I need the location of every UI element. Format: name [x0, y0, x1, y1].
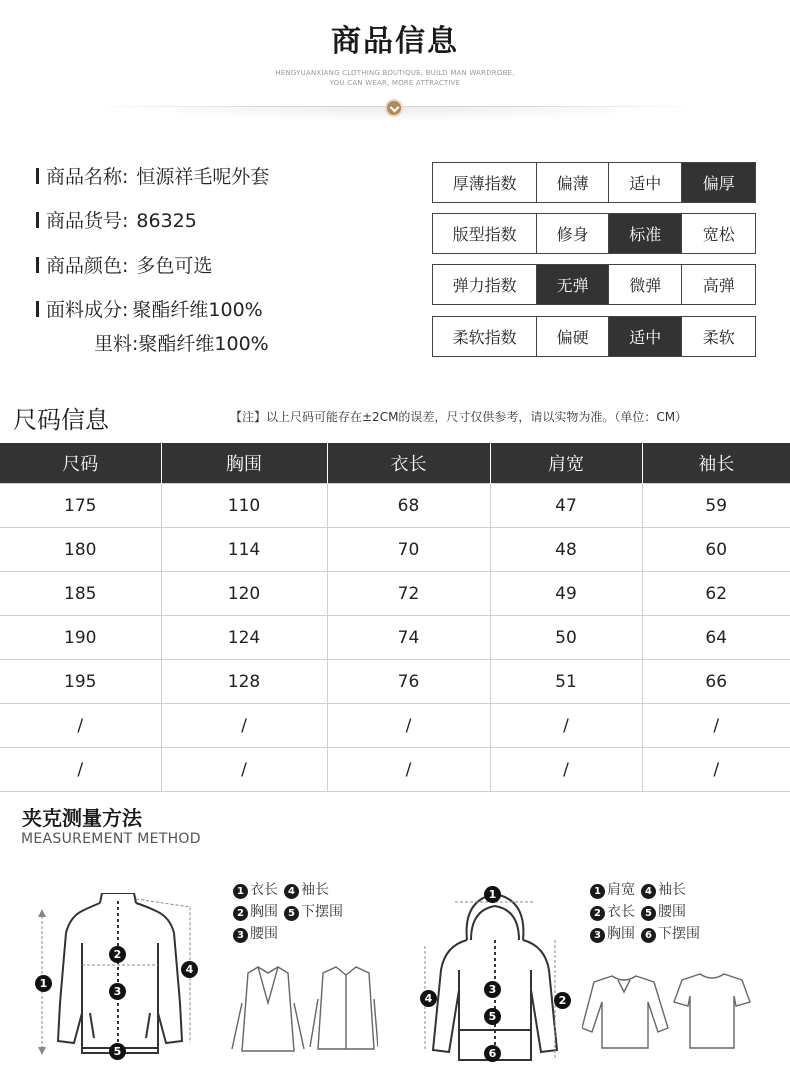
size-header-cell: 肩宽: [490, 443, 642, 484]
product-fabric-value: 聚酯纤维100%: [132, 299, 263, 321]
index-option-selected: 标准: [609, 214, 683, 253]
size-cell: 48: [490, 528, 642, 572]
bullet-bar: [36, 301, 39, 317]
size-table: [0, 443, 790, 792]
size-cell: 72: [327, 572, 490, 616]
measurement-subtitle: MEASUREMENT METHOD: [21, 831, 201, 847]
size-header-cell: 衣长: [327, 443, 490, 484]
header-subtitle-line2: YOU CAN WEAR, MORE ATTRACTIVE: [329, 79, 461, 87]
legend-number: 5: [641, 906, 656, 921]
size-cell: 64: [642, 616, 790, 660]
legend-number: 2: [233, 906, 248, 921]
size-cell: /: [0, 748, 161, 792]
index-option: 微弹: [609, 265, 683, 304]
product-color-label: 商品颜色:: [46, 255, 129, 277]
legend-text: 袖长: [301, 882, 329, 898]
product-fabric-label: 面料成分:: [46, 299, 129, 321]
legend-line: [590, 901, 700, 923]
legend-text: 下摆围: [301, 904, 343, 920]
legend-line: [233, 901, 343, 923]
bullet-bar: [36, 257, 39, 273]
index-option: 适中: [609, 163, 683, 202]
table-row: [0, 528, 790, 572]
size-cell: 124: [161, 616, 327, 660]
measurement-legend-left: [233, 879, 343, 945]
product-lining-value: 聚酯纤维100%: [138, 333, 269, 355]
chevron-down-icon: [385, 99, 403, 117]
legend-number: 3: [590, 928, 605, 943]
marker-1: 1: [35, 975, 52, 992]
legend-text: 胸围: [250, 904, 278, 920]
size-cell: 195: [0, 660, 161, 704]
hoodie-marker-4: 4: [420, 990, 437, 1007]
legend-number: 3: [233, 928, 248, 943]
size-cell: 66: [642, 660, 790, 704]
index-table-3: [432, 264, 756, 305]
index-label: 版型指数: [433, 214, 537, 253]
size-cell: 62: [642, 572, 790, 616]
size-cell: 76: [327, 660, 490, 704]
product-lining-row: [94, 329, 269, 356]
size-cell: /: [161, 748, 327, 792]
legend-text: 胸围: [607, 926, 635, 942]
marker-5: 5: [109, 1043, 126, 1060]
size-cell: /: [161, 704, 327, 748]
measurement-legend-right: [590, 879, 700, 945]
size-header-cell: 胸围: [161, 443, 327, 484]
size-cell: /: [642, 748, 790, 792]
size-cell: 70: [327, 528, 490, 572]
size-header-cell: 袖长: [642, 443, 790, 484]
table-row: [0, 660, 790, 704]
index-table-4: [432, 316, 756, 357]
legend-text: 袖长: [658, 882, 686, 898]
product-code-row: [36, 206, 197, 233]
garment-thumbnails-right: [582, 972, 752, 1052]
size-cell: 68: [327, 484, 490, 528]
hoodie-illustration: [415, 880, 575, 1065]
size-cell: /: [490, 704, 642, 748]
size-info-note: 【注】以上尺码可能存在±2CM的误差，尺寸仅供参考，请以实物为准。（单位：CM）: [230, 410, 688, 424]
index-label: 弹力指数: [433, 265, 537, 304]
index-table-2: [432, 213, 756, 254]
legend-line: [233, 923, 343, 945]
page-title: 商品信息: [331, 24, 459, 59]
size-cell: 120: [161, 572, 327, 616]
index-option-selected: 适中: [609, 317, 683, 356]
size-cell: 60: [642, 528, 790, 572]
index-label: 厚薄指数: [433, 163, 537, 202]
table-row: [0, 616, 790, 660]
size-cell: 114: [161, 528, 327, 572]
header-subtitle-line1: HENGYUANXIANG CLOTHING BOUTIQUE, BUILD MAN WARDROBE,: [275, 69, 515, 77]
legend-number: 4: [284, 884, 299, 899]
size-cell: 49: [490, 572, 642, 616]
product-name-row: [36, 162, 269, 189]
index-option: 高弹: [702, 276, 735, 295]
index-table-1: [432, 162, 756, 203]
hoodie-marker-3: 3: [484, 981, 501, 998]
jacket-illustration: [30, 893, 215, 1065]
index-option: 偏硬: [537, 317, 609, 356]
product-name-label: 商品名称:: [46, 166, 129, 188]
legend-text: 肩宽: [607, 882, 635, 898]
index-option: 偏薄: [537, 163, 609, 202]
index-option-selected: 偏厚: [682, 163, 755, 202]
bullet-bar: [36, 212, 39, 228]
product-lining-label: 里料:: [94, 333, 139, 355]
marker-3: 3: [109, 983, 126, 1000]
size-cell: 180: [0, 528, 161, 572]
index-option: 柔软: [702, 328, 735, 347]
hoodie-marker-2: 2: [554, 992, 571, 1009]
legend-number: 1: [233, 884, 248, 899]
size-cell: /: [327, 704, 490, 748]
legend-number: 4: [641, 884, 656, 899]
hoodie-marker-5: 5: [484, 1008, 501, 1025]
hoodie-marker-6: 6: [484, 1045, 501, 1062]
bullet-bar: [36, 168, 39, 184]
product-name-value: 恒源祥毛呢外套: [136, 166, 270, 188]
legend-number: 6: [641, 928, 656, 943]
index-option: 宽松: [702, 225, 735, 244]
size-header-cell: 尺码: [0, 443, 161, 484]
marker-4: 4: [181, 961, 198, 978]
legend-number: 5: [284, 906, 299, 921]
product-color-value: 多色可选: [136, 255, 213, 277]
product-code-label: 商品货号:: [46, 210, 129, 232]
table-row: [0, 748, 790, 792]
legend-text: 腰围: [658, 904, 686, 920]
legend-line: [590, 923, 700, 945]
legend-text: 下摆围: [658, 926, 700, 942]
size-table-header: [0, 443, 790, 484]
legend-text: 衣长: [607, 904, 635, 920]
legend-number: 2: [590, 906, 605, 921]
legend-text: 腰围: [250, 926, 278, 942]
legend-line: [233, 879, 343, 901]
table-row: [0, 484, 790, 528]
size-cell: 74: [327, 616, 490, 660]
size-cell: 47: [490, 484, 642, 528]
size-cell: 51: [490, 660, 642, 704]
index-option-selected: 无弹: [537, 265, 609, 304]
size-cell: 185: [0, 572, 161, 616]
product-fabric-row: [36, 295, 263, 322]
legend-text: 衣长: [250, 882, 278, 898]
hoodie-marker-1: 1: [484, 886, 501, 903]
size-cell: 59: [642, 484, 790, 528]
size-cell: 128: [161, 660, 327, 704]
marker-2: 2: [109, 946, 126, 963]
size-cell: 175: [0, 484, 161, 528]
measurement-title: 夹克测量方法: [22, 806, 142, 830]
size-cell: /: [0, 704, 161, 748]
size-info-title: 尺码信息: [13, 406, 109, 434]
legend-number: 1: [590, 884, 605, 899]
garment-thumbnails-left: [228, 963, 378, 1059]
legend-line: [590, 879, 700, 901]
product-code-value: 86325: [136, 210, 197, 232]
index-option: 修身: [537, 214, 609, 253]
table-row: [0, 704, 790, 748]
table-row: [0, 572, 790, 616]
size-cell: /: [327, 748, 490, 792]
size-cell: 190: [0, 616, 161, 660]
index-label: 柔软指数: [433, 317, 537, 356]
size-cell: 110: [161, 484, 327, 528]
product-color-row: [36, 251, 212, 278]
size-cell: 50: [490, 616, 642, 660]
size-cell: /: [642, 704, 790, 748]
size-cell: /: [490, 748, 642, 792]
